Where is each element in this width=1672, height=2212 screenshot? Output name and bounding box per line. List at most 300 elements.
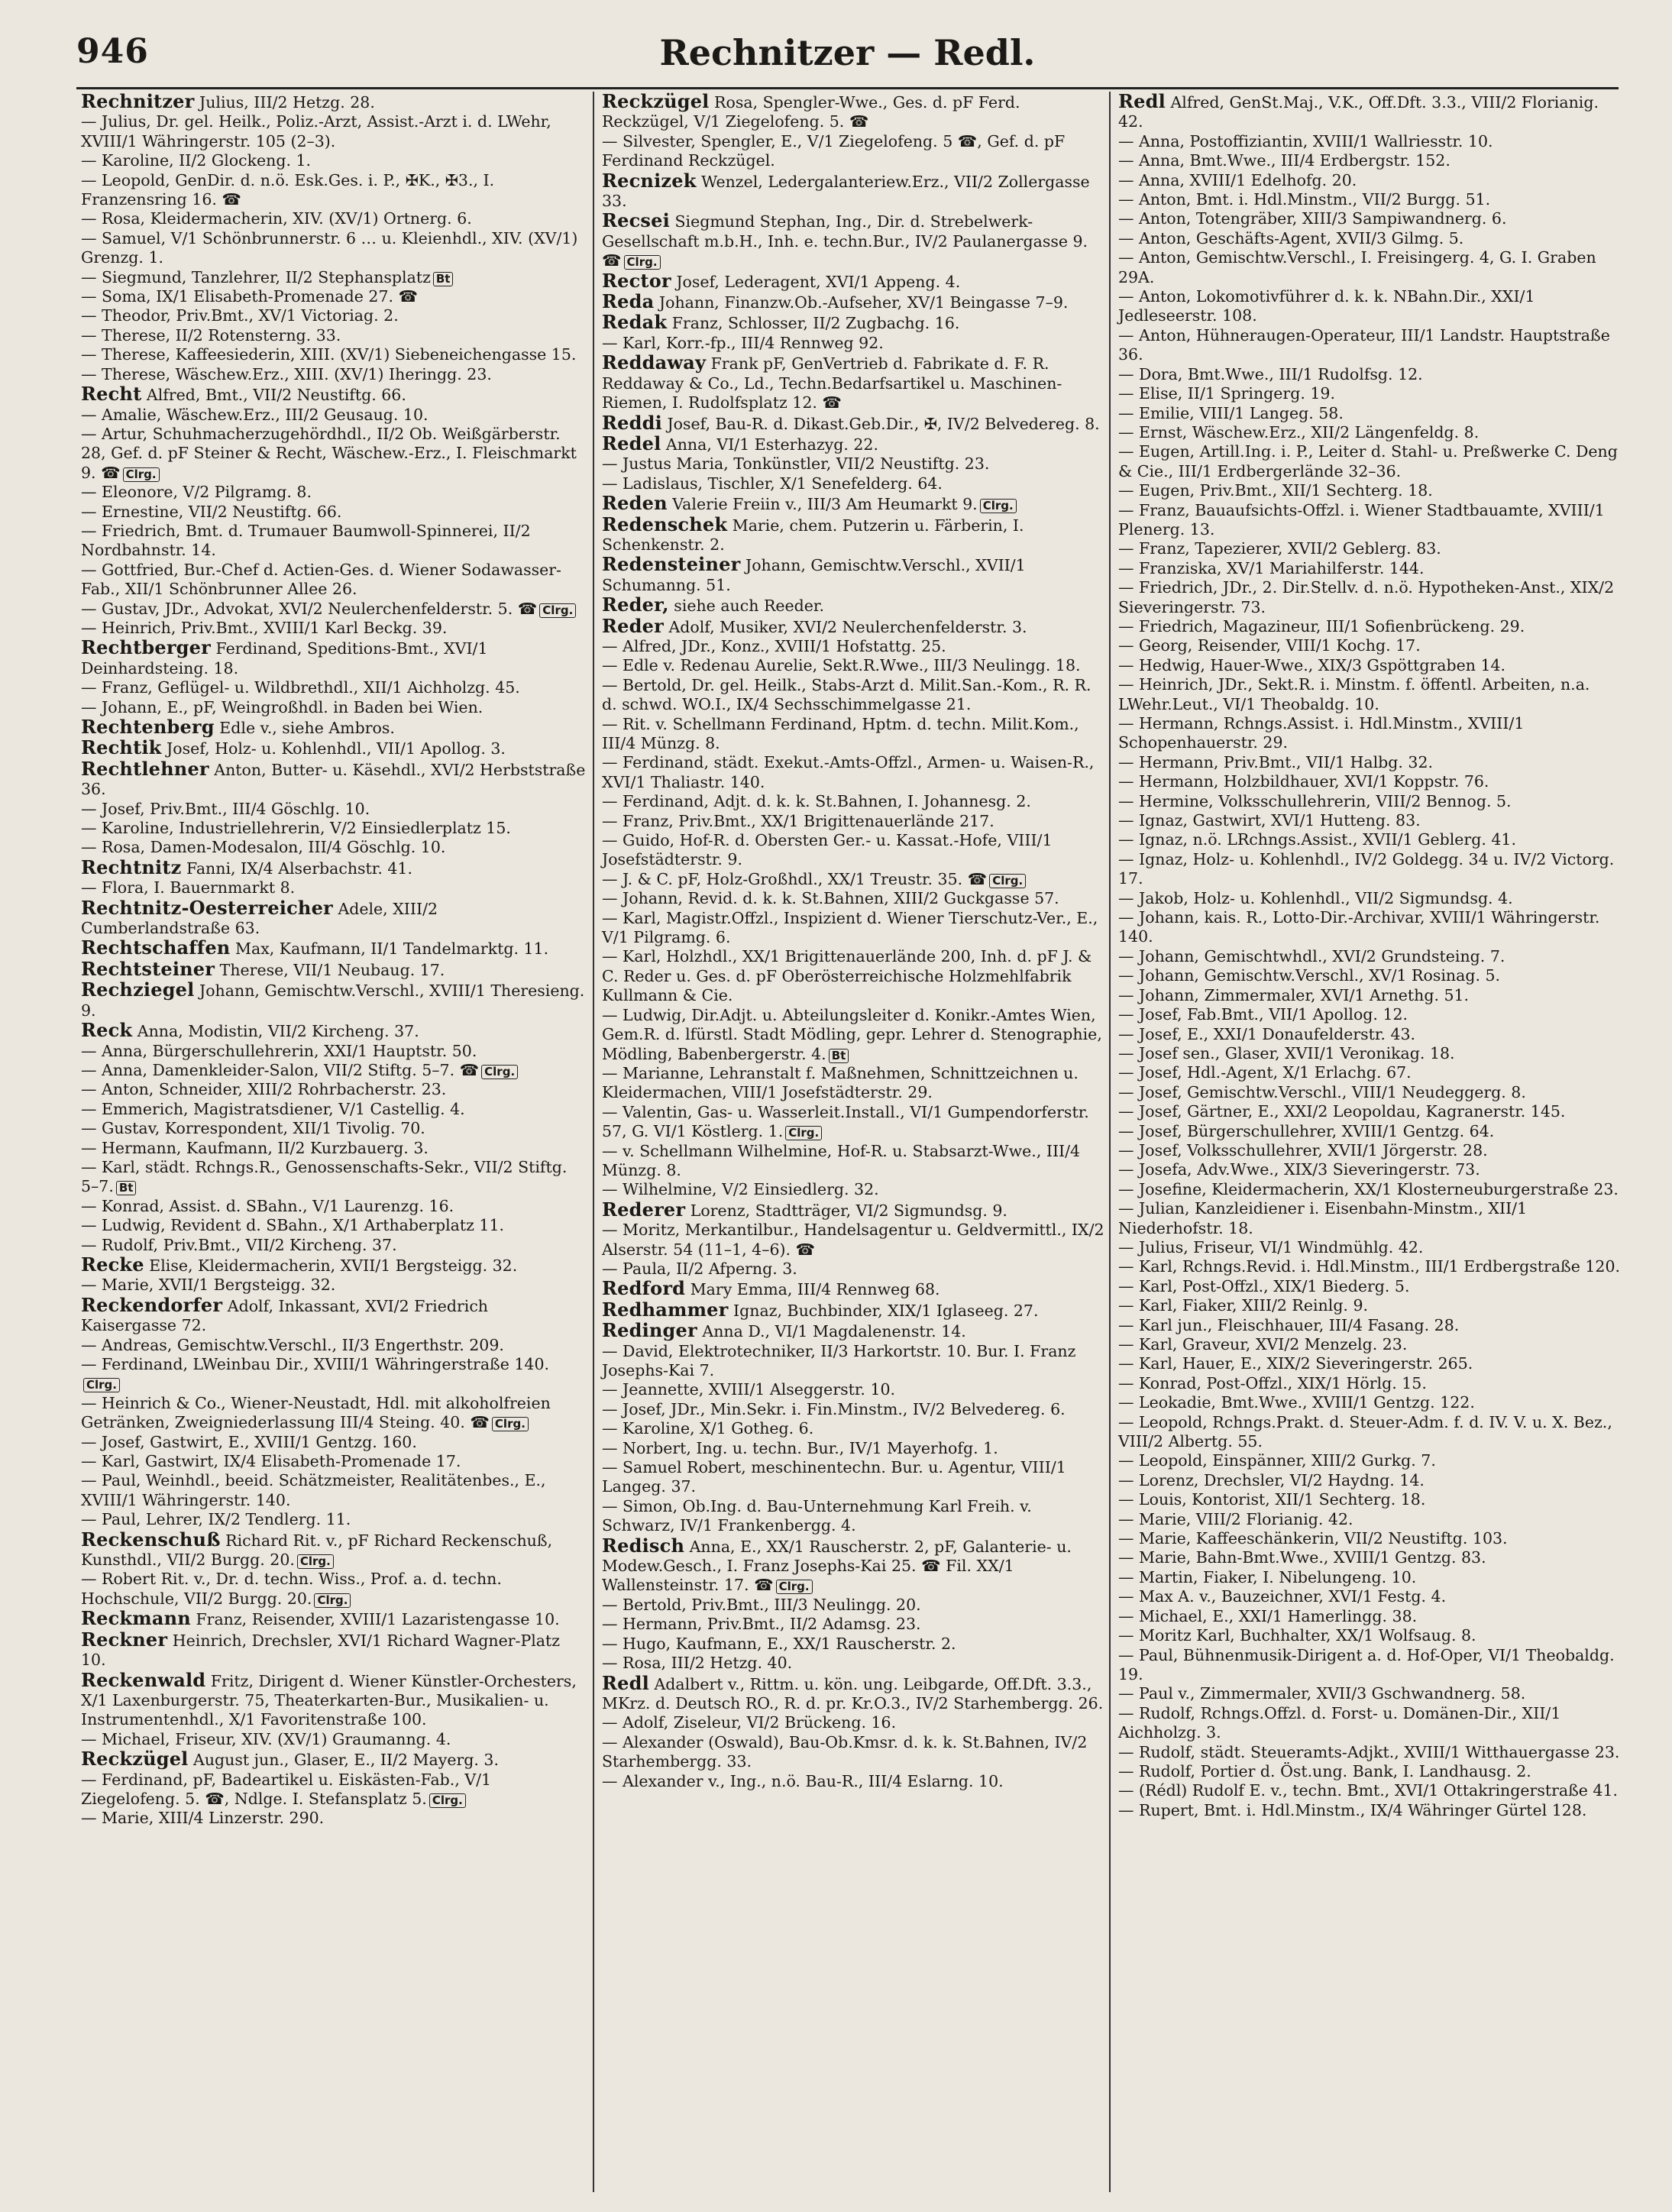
- entry-text: — David, Elektrotechniker, II/3 Harkortstr. 10. Bur. I. Franz Josephs-Kai 7.: [602, 1341, 1076, 1379]
- entry-text: Adele, XIII/2 Cumberlandstraße 63.: [81, 899, 438, 938]
- entry-text: — Hermann, Priv.Bmt., VII/1 Halbg. 32.: [1118, 752, 1434, 771]
- directory-entry: [1118, 171, 1621, 190]
- directory-entry: [602, 1321, 1104, 1341]
- directory-entry: [602, 637, 1104, 656]
- entry-surname: Rechziegel: [81, 978, 195, 1001]
- entry-text: — Wilhelmine, V/2 Einsiedlerg. 32.: [602, 1180, 879, 1199]
- directory-entry: [81, 1530, 588, 1570]
- entry-text: — Eugen, Priv.Bmt., XII/1 Sechterg. 18.: [1118, 481, 1433, 500]
- directory-entry: [1118, 1510, 1621, 1529]
- entry-text: — Anna, Damenkleider-Salon, VII/2 Stiftg. 5–7. ☎: [81, 1060, 480, 1079]
- entry-text: — Rudolf, Priv.Bmt., VII/2 Kircheng. 37.: [81, 1235, 397, 1254]
- directory-entry: [602, 334, 1104, 353]
- directory-entry: [602, 595, 1104, 616]
- entry-text: — Ernst, Wäschew.Erz., XII/2 Längenfeldg. 8.: [1118, 422, 1480, 441]
- column-left: [76, 92, 593, 2192]
- directory-entry: [1118, 1471, 1621, 1490]
- entry-surname: Reckzügel: [81, 1748, 189, 1771]
- directory-entry: [1118, 1529, 1621, 1548]
- directory-entry: [81, 1216, 588, 1235]
- directory-entry: [1118, 1626, 1621, 1645]
- entry-text: — Bertold, Priv.Bmt., III/3 Neulingg. 20.: [602, 1595, 921, 1614]
- entry-badge: Clrg.: [785, 1126, 822, 1140]
- directory-entry: [1118, 326, 1621, 365]
- entry-surname: Rechtsteiner: [81, 957, 215, 980]
- directory-entry: [602, 616, 1104, 637]
- entry-surname: Reckenwald: [81, 1668, 206, 1691]
- entry-surname: Reckenschuß: [81, 1528, 221, 1551]
- directory-entry: [81, 1255, 588, 1276]
- directory-entry: [602, 1772, 1104, 1791]
- entry-surname: Reden: [602, 492, 668, 515]
- directory-entry: [602, 1615, 1104, 1634]
- directory-entry: [602, 1419, 1104, 1438]
- entry-text: — Hedwig, Hauer-Wwe., XIX/3 Gspöttgraben 14.: [1118, 655, 1506, 674]
- entry-surname: Rederer: [602, 1198, 686, 1221]
- column-middle: [593, 92, 1109, 2192]
- entry-surname: Reda: [602, 290, 655, 313]
- directory-entry: [602, 1006, 1104, 1064]
- directory-entry: [1118, 1413, 1621, 1452]
- entry-text: — Rosa, Kleidermacherin, XIV. (XV/1) Ortnerg. 6.: [81, 209, 472, 228]
- entry-text: Julius, III/2 Hetzg. 28.: [199, 93, 375, 112]
- entry-badge: Clrg.: [123, 467, 160, 482]
- entry-text: — Bertold, Dr. gel. Heilk., Stabs-Arzt d. Milit.San.-Kom., R. R. d. schwd. WO.I., IX/4 Sechsschimmelgasse 21.: [602, 675, 1091, 714]
- directory-entry: [1118, 1102, 1621, 1121]
- entry-text: Heinrich, Drechsler, XVI/1 Richard Wagner-Platz 10.: [81, 1631, 561, 1670]
- entry-text: — Andreas, Gemischtw.Verschl., II/3 Engerthstr. 209.: [81, 1335, 504, 1354]
- entry-text: Josef, Holz- u. Kohlenhdl., VII/1 Apollog. 3.: [167, 739, 506, 758]
- directory-entry: [81, 898, 588, 939]
- entry-text: — Rudolf, Rchngs.Offzl. d. Forst- u. Domänen-Dir., XII/1 Aichholzg. 3.: [1118, 1703, 1561, 1742]
- entry-text: — Marie, XIII/4 Linzerstr. 290.: [81, 1809, 325, 1828]
- entry-text: — Josef, Fab.Bmt., VII/1 Apollog. 12.: [1118, 1005, 1408, 1024]
- entry-text: — Anna, Bürgerschullehrerin, XXI/1 Hauptstr. 50.: [81, 1041, 477, 1060]
- entry-surname: Redak: [602, 311, 668, 334]
- entry-text: siehe auch Reeder.: [674, 597, 824, 616]
- entry-text: — Georg, Reisender, VIII/1 Kochg. 17.: [1118, 636, 1421, 655]
- entry-surname: Reckner: [81, 1628, 168, 1651]
- entry-surname: Recsei: [602, 209, 670, 232]
- entry-text: — Anton, Lokomotivführer d. k. k. NBahn.Dir., XXI/1 Jedleseerstr. 108.: [1118, 287, 1535, 325]
- directory-entry: [81, 800, 588, 819]
- entry-text: — Johann, kais. R., Lotto-Dir.-Archivar, XVIII/1 Währingerstr. 140.: [1118, 908, 1600, 946]
- directory-entry: [81, 1295, 588, 1336]
- directory-entry: [1118, 714, 1621, 753]
- directory-entry: [1118, 1083, 1621, 1102]
- entry-text: — Ferdinand, städt. Exekut.-Amts-Offzl., Armen- u. Waisen-R., XVI/1 Thaliastr. 140.: [602, 753, 1095, 791]
- entry-text: Anna, E., XX/1 Rauscherstr. 2, pF, Galanterie- u. Modew.Gesch., I. Franz Josephs-Kai 25. ☎ Fil. XX/1 Wallensteinstr. 17. ☎: [602, 1537, 1072, 1595]
- directory-entry: [602, 1596, 1104, 1615]
- entry-text: — Anna, Bmt.Wwe., III/4 Erdbergstr. 152.: [1118, 151, 1450, 170]
- entry-text: — Anton, Gemischtw.Verschl., I. Freisingerg. 4, G. I. Graben 29A.: [1118, 248, 1596, 286]
- entry-text: — Gottfried, Bur.-Chef d. Actien-Ges. d. Wiener Sodawasser-Fab., XII/1 Schönbrunner Allee 26.: [81, 560, 561, 599]
- entry-badge: Clrg.: [624, 255, 661, 270]
- entry-text: — Johann, Gemischtwhdl., XVI/2 Grundsteing. 7.: [1118, 946, 1505, 965]
- directory-entry: [81, 345, 588, 364]
- directory-entry: [81, 1394, 588, 1433]
- directory-entry: [81, 306, 588, 325]
- page-number: 946: [76, 32, 149, 71]
- running-head: Rechnitzer — Redl.: [659, 32, 1036, 73]
- entry-surname: Reddaway: [602, 351, 707, 374]
- entry-text: Lorenz, Stadtträger, VI/2 Sigmundsg. 9.: [690, 1201, 1007, 1220]
- directory-entry: [1118, 151, 1621, 170]
- entry-surname: Recnizek: [602, 169, 697, 192]
- directory-entry: [81, 619, 588, 638]
- entry-surname: Reck: [81, 1019, 133, 1042]
- entry-text: — Josef, Gastwirt, E., XVIII/1 Gentzg. 160.: [81, 1432, 417, 1451]
- directory-entry: [602, 1200, 1104, 1221]
- entry-text: — Emilie, VIII/1 Langeg. 58.: [1118, 403, 1344, 422]
- entry-text: — Norbert, Ing. u. techn. Bur., IV/1 Mayerhofg. 1.: [602, 1438, 998, 1457]
- directory-entry: [81, 1630, 588, 1670]
- directory-entry: [81, 878, 588, 897]
- directory-entry: [602, 493, 1104, 514]
- entry-text: Ignaz, Buchbinder, XIX/1 Iglaseeg. 27.: [733, 1301, 1039, 1320]
- directory-entry: [81, 1276, 588, 1295]
- entry-text: — Alexander v., Ing., n.ö. Bau-R., III/4 Eslarng. 10.: [602, 1771, 1004, 1790]
- entry-text: — Heinrich, JDr., Sekt.R. i. Minstm. f. öffentl. Arbeiten, n.a. LWehr.Leut., VI/1 Theobaldg. 10.: [1118, 675, 1590, 713]
- entry-text: — Josef, Hdl.-Agent, X/1 Erlachg. 67.: [1118, 1063, 1412, 1082]
- directory-entry: [81, 326, 588, 345]
- entry-badge: Clrg.: [776, 1580, 813, 1594]
- entry-text: — Julius, Dr. gel. Heilk., Poliz.-Arzt, Assist.-Arzt i. d. LWehr, XVIII/1 Währingerstr. 105 (2–3).: [81, 112, 551, 150]
- directory-entry: [1118, 889, 1621, 908]
- entry-text: — Paul v., Zimmermaler, XVII/3 Gschwandnerg. 58.: [1118, 1684, 1526, 1703]
- entry-surname: Reckmann: [81, 1607, 191, 1630]
- directory-entry: [1118, 947, 1621, 966]
- entry-text: — Hermine, Volksschullehrerin, VIII/2 Bennog. 5.: [1118, 791, 1512, 810]
- directory-entry: [602, 676, 1104, 715]
- entry-badge: Clrg.: [314, 1593, 351, 1608]
- entry-text: — Josefa, Adv.Wwe., XIX/3 Sieveringerstr. 73.: [1118, 1160, 1480, 1179]
- entry-text: Anna D., VI/1 Magdalenenstr. 14.: [702, 1322, 966, 1341]
- entry-surname: Rechtnitz: [81, 855, 182, 878]
- directory-entry: [81, 1809, 588, 1828]
- entry-text: — Ladislaus, Tischler, X/1 Senefelderg. 64.: [602, 474, 943, 493]
- entry-surname: Redensteiner: [602, 553, 741, 576]
- directory-entry: [1118, 908, 1621, 947]
- directory-entry: [602, 1064, 1104, 1103]
- directory-entry: [602, 515, 1104, 555]
- entry-text: — Alfred, JDr., Konz., XVIII/1 Hofstattg. 25.: [602, 636, 946, 655]
- entry-text: — Rudolf, Portier d. Öst.ung. Bank, I. Landhausg. 2.: [1118, 1761, 1531, 1780]
- entry-badge: Clrg.: [429, 1793, 466, 1808]
- directory-entry: [81, 561, 588, 600]
- directory-entry: [81, 1771, 588, 1809]
- entry-text: Richard Rit. v., pF Richard Reckenschuß, Kunsthdl., VII/2 Burgg. 20.: [81, 1531, 553, 1570]
- entry-text: — Konrad, Post-Offzl., XIX/1 Hörlg. 15.: [1118, 1373, 1427, 1392]
- entry-text: — Julius, Friseur, VI/1 Windmühlg. 42.: [1118, 1237, 1424, 1256]
- entry-text: — Josef, E., XXI/1 Donaufelderstr. 43.: [1118, 1024, 1416, 1043]
- entry-text: — Martin, Fiaker, I. Nibelungeng. 10.: [1118, 1567, 1417, 1586]
- directory-entry: [1118, 1180, 1621, 1199]
- entry-text: — Marie, Bahn-Bmt.Wwe., XVIII/1 Gentzg. 83.: [1118, 1548, 1486, 1567]
- directory-entry: [81, 1158, 588, 1197]
- entry-text: Rosa, Spengler-Wwe., Ges. d. pF Ferd. Reckzügel, V/1 Ziegelofeng. 5. ☎: [602, 93, 1020, 131]
- entry-text: — Anna, XVIII/1 Edelhofg. 20.: [1118, 170, 1357, 189]
- directory-entry: [81, 1061, 588, 1080]
- directory-entry: [81, 738, 588, 758]
- entry-text: — Hermann, Priv.Bmt., II/2 Adamsg. 23.: [602, 1615, 921, 1634]
- entry-text: — Anton, Schneider, XIII/2 Rohrbacherstr. 23.: [81, 1080, 447, 1099]
- entry-text: — Karl, städt. Rchngs.R., Genossenschafts-Sekr., VII/2 Stiftg. 5–7.: [81, 1157, 568, 1196]
- directory-entry: [1118, 830, 1621, 849]
- entry-text: — Therese, II/2 Rotensterng. 33.: [81, 325, 341, 344]
- directory-entry: [1118, 986, 1621, 1005]
- entry-surname: Redenschek: [602, 513, 728, 535]
- entry-text: Mary Emma, III/4 Rennweg 68.: [690, 1280, 940, 1299]
- directory-entry: [602, 1439, 1104, 1458]
- entry-text: — Michael, Friseur, XIV. (XV/1) Graumanng. 4.: [81, 1729, 451, 1748]
- directory-entry: [1118, 1238, 1621, 1257]
- directory-entry: [602, 211, 1104, 270]
- entry-text: — Johann, E., pF, Weingroßhdl. in Baden bei Wien.: [81, 697, 483, 716]
- entry-text: — Gustav, Korrespondent, XII/1 Tivolig. 70.: [81, 1119, 425, 1138]
- directory-entry: [1118, 248, 1621, 287]
- entry-text: Edle v., siehe Ambros.: [219, 719, 395, 737]
- directory-entry: [1118, 1607, 1621, 1626]
- directory-entry: [81, 425, 588, 483]
- entry-text: — Jakob, Holz- u. Kohlenhdl., VII/2 Sigmundsg. 4.: [1118, 888, 1513, 907]
- entry-text: — Karl, Holzhdl., XX/1 Brigittenauerlände 200, Inh. d. pF J. & C. Reder u. Ges. d. pF Oberösterreichische Holzmehlfabrik Kullmann & Cie.: [602, 947, 1092, 1005]
- entry-text: — Ignaz, Holz- u. Kohlenhdl., IV/2 Goldegg. 34 u. IV/2 Victorg. 17.: [1118, 849, 1615, 888]
- directory-entry: [81, 112, 588, 151]
- entry-surname: Rechtnitz-Oesterreicher: [81, 896, 333, 919]
- entry-text: — Karl, Korr.-fp., III/4 Rennweg 92.: [602, 333, 884, 352]
- directory-entry: [602, 753, 1104, 792]
- directory-entry: [81, 1336, 588, 1355]
- directory-entry: [81, 522, 588, 561]
- entry-text: — Julian, Kanzleidiener i. Eisenbahn-Minstm., XII/1 Niederhofstr. 18.: [1118, 1199, 1528, 1237]
- entry-text: Anton, Butter- u. Käsehdl., XVI/2 Herbststraße 36.: [81, 760, 586, 799]
- entry-text: — Karl, Gastwirt, IX/4 Elisabeth-Promenade 17.: [81, 1452, 461, 1471]
- directory-entry: [81, 365, 588, 384]
- directory-entry: [81, 600, 588, 619]
- entry-text: Anna, VI/1 Esterhazyg. 22.: [665, 435, 878, 454]
- entry-text: — Valentin, Gas- u. Wasserleit.Install., VI/1 Gumpendorferstr. 57, G. VI/1 Köstlerg. 1.: [602, 1102, 1089, 1141]
- directory-entry: [1118, 811, 1621, 830]
- entry-text: — Josef, Gärtner, E., XXI/2 Leopoldau, Kagranerstr. 145.: [1118, 1102, 1566, 1121]
- entry-text: Franz, Reisender, XVIII/1 Lazaristengasse 10.: [196, 1610, 560, 1629]
- entry-text: — Ferdinand, pF, Badeartikel u. Eiskästen-Fab., V/1 Ziegelofeng. 5. ☎, Ndlge. I. Stefansplatz 5.: [81, 1770, 492, 1808]
- directory-entry: [602, 1342, 1104, 1381]
- entry-surname: Recke: [81, 1253, 144, 1276]
- entry-surname: Redl: [602, 1671, 649, 1694]
- directory-entry: [1118, 1160, 1621, 1179]
- directory-entry: [602, 271, 1104, 292]
- directory-entry: [602, 1458, 1104, 1497]
- entry-surname: Redisch: [602, 1534, 685, 1557]
- directory-entry: [1118, 1141, 1621, 1160]
- entry-text: — Flora, I. Bauernmarkt 8.: [81, 878, 296, 897]
- entry-badge: Clrg.: [980, 499, 1017, 513]
- entry-text: Adolf, Musiker, XVI/2 Neulerchenfelderstr. 3.: [668, 617, 1027, 636]
- directory-entry: [1118, 1684, 1621, 1703]
- entry-text: Elise, Kleidermacherin, XVII/1 Bergsteigg. 32.: [149, 1256, 518, 1275]
- entry-text: — Josef, Priv.Bmt., III/4 Göschlg. 10.: [81, 799, 370, 818]
- entry-text: Therese, VII/1 Neubaug. 17.: [219, 960, 445, 979]
- entry-text: — Hugo, Kaufmann, E., XX/1 Rauscherstr. 2.: [602, 1634, 956, 1653]
- directory-entry: [602, 1380, 1104, 1399]
- entry-text: — Karoline, X/1 Gotheg. 6.: [602, 1419, 814, 1438]
- entry-text: — Emmerich, Magistratsdiener, V/1 Castellig. 4.: [81, 1099, 465, 1118]
- entry-text: — Jeannette, XVIII/1 Alseggerstr. 10.: [602, 1380, 896, 1399]
- entry-text: Marie, chem. Putzerin u. Färberin, I. Schenkenstr. 2.: [602, 516, 1024, 554]
- directory-entry: [1118, 1646, 1621, 1685]
- directory-entry: [1118, 1316, 1621, 1335]
- entry-text: — Josef sen., Glaser, XVII/1 Veronikag. 18.: [1118, 1043, 1455, 1062]
- entry-text: — Josef, Bürgerschullehrer, XVIII/1 Gentzg. 64.: [1118, 1121, 1495, 1140]
- entry-text: — Josefine, Kleidermacherin, XX/1 Klosterneuburgerstraße 23.: [1118, 1179, 1619, 1198]
- entry-text: — Samuel, V/1 Schönbrunnerstr. 6 … u. Kleienhdl., XIV. (XV/1) Grenzg. 1.: [81, 228, 578, 267]
- entry-text: — Rosa, III/2 Hetzg. 40.: [602, 1654, 793, 1673]
- entry-badge: Clrg.: [492, 1417, 529, 1431]
- directory-entry: [81, 959, 588, 980]
- directory-entry: [1118, 1354, 1621, 1373]
- entry-text: — Karoline, II/2 Glockeng. 1.: [81, 151, 312, 170]
- directory-entry: [1118, 966, 1621, 985]
- directory-entry: [1118, 404, 1621, 423]
- entry-text: — Johann, Gemischtw.Verschl., XV/1 Rosinag. 5.: [1118, 966, 1501, 985]
- directory-entry: [1118, 229, 1621, 248]
- entry-text: — Hermann, Kaufmann, II/2 Kurzbauerg. 3.: [81, 1138, 429, 1157]
- entry-text: — Friedrich, Bmt. d. Trumauer Baumwoll-Spinnerei, II/2 Nordbahnstr. 14.: [81, 521, 531, 560]
- entry-surname: Reder: [602, 614, 664, 637]
- entry-text: — Hermann, Holzbildhauer, XVI/1 Koppstr. 76.: [1118, 772, 1489, 791]
- directory-entry: [1118, 753, 1621, 772]
- directory-entry: [81, 406, 588, 425]
- entry-text: — Paul, Bühnenmusik-Dirigent a. d. Hof-Oper, VI/1 Theobaldg. 19.: [1118, 1645, 1615, 1683]
- directory-entry: [602, 1635, 1104, 1654]
- entry-text: — Josef, Gemischtw.Verschl., VIII/1 Neudeggerg. 8.: [1118, 1082, 1526, 1101]
- directory-entry: [1118, 792, 1621, 811]
- directory-entry: [1118, 1335, 1621, 1354]
- entry-text: Anna, Modistin, VII/2 Kircheng. 37.: [137, 1022, 419, 1041]
- entry-text: Ferdinand, Speditions-Bmt., XVI/1 Deinhardsteing. 18.: [81, 639, 488, 678]
- directory-entry: [602, 812, 1104, 831]
- directory-entry: [1118, 92, 1621, 132]
- entry-text: — Paul, Lehrer, IX/2 Tendlerg. 11.: [81, 1510, 351, 1529]
- directory-entry: [1118, 772, 1621, 791]
- directory-entry: [81, 1609, 588, 1629]
- entry-text: — Johann, Revid. d. k. k. St.Bahnen, XIII/2 Guckgasse 57.: [602, 889, 1059, 908]
- directory-entry: [1118, 1257, 1621, 1276]
- directory-entry: [81, 92, 588, 112]
- directory-entry: [81, 1139, 588, 1158]
- directory-entry: [602, 92, 1104, 132]
- columns: [76, 92, 1627, 2192]
- directory-entry: [602, 870, 1104, 889]
- entry-text: — (Rédl) Rudolf E. v., techn. Bmt., XVI/1 Ottakringerstraße 41.: [1118, 1781, 1619, 1800]
- entry-text: — Friedrich, Magazineur, III/1 Sofienbrückeng. 29.: [1118, 616, 1525, 635]
- directory-entry: [602, 353, 1104, 412]
- entry-surname: Reckzügel: [602, 92, 710, 112]
- entry-text: Alfred, Bmt., VII/2 Neustiftg. 66.: [146, 386, 406, 405]
- entry-text: — Marie, Kaffeeschänkerin, VII/2 Neustiftg. 103.: [1118, 1529, 1508, 1548]
- directory-entry: [81, 980, 588, 1020]
- directory-entry: [602, 312, 1104, 333]
- entry-text: — Rosa, Damen-Modesalon, III/4 Göschlg. 10.: [81, 838, 446, 857]
- directory-entry: [1118, 578, 1621, 617]
- directory-entry: [1118, 1587, 1621, 1606]
- entry-surname: Redford: [602, 1277, 686, 1300]
- directory-entry: [81, 1020, 588, 1041]
- entry-text: — Adolf, Ziseleur, VI/2 Brückeng. 16.: [602, 1713, 897, 1732]
- entry-surname: Redhammer: [602, 1298, 729, 1321]
- directory-entry: [1118, 1548, 1621, 1567]
- directory-entry: [602, 1279, 1104, 1299]
- directory-entry: [81, 483, 588, 502]
- directory-entry: [81, 1042, 588, 1061]
- directory-entry: [602, 1713, 1104, 1732]
- entry-badge: Clrg.: [989, 874, 1026, 888]
- entry-text: — Ferdinand, LWeinbau Dir., XVIII/1 Währingerstraße 140.: [81, 1355, 550, 1373]
- entry-text: — Franziska, XV/1 Mariahilferstr. 144.: [1118, 558, 1425, 577]
- directory-entry: [602, 434, 1104, 454]
- directory-entry: [602, 1671, 1104, 1714]
- entry-text: — Karl, Rchngs.Revid. i. Hdl.Minstm., III/1 Erdbergstraße 120.: [1118, 1257, 1621, 1276]
- directory-entry: [1118, 423, 1621, 442]
- entry-text: — Karl, Hauer, E., XIX/2 Sieveringerstr. 265.: [1118, 1354, 1473, 1373]
- directory-entry: [602, 1536, 1104, 1596]
- directory-entry: [602, 474, 1104, 493]
- entry-text: — Hermann, Rchngs.Assist. i. Hdl.Minstm., XVIII/1 Schopenhauerstr. 29.: [1118, 714, 1525, 752]
- entry-text: — Franz, Bauaufsichts-Offzl. i. Wiener Stadtbauamte, XVIII/1 Plenerg. 13.: [1118, 500, 1605, 538]
- directory-entry: [602, 1180, 1104, 1199]
- entry-text: — Franz, Priv.Bmt., XX/1 Brigittenauerlände 217.: [602, 811, 994, 830]
- entry-text: — Heinrich & Co., Wiener-Neustadt, Hdl. mit alkoholfreien Getränken, Zweigniederlassung III/4 Steing. 40. ☎: [81, 1393, 551, 1432]
- entry-text: — Paula, II/2 Afperng. 3.: [602, 1259, 797, 1278]
- directory-entry: [1118, 1762, 1621, 1781]
- entry-text: — Elise, II/1 Springerg. 19.: [1118, 384, 1335, 403]
- directory-entry: [1118, 1781, 1621, 1800]
- entry-text: — Ferdinand, Adjt. d. k. k. St.Bahnen, I. Johannesg. 2.: [602, 792, 1031, 811]
- entry-text: — Anton, Totengräber, XIII/3 Sampiwandnerg. 6.: [1118, 209, 1507, 228]
- directory-entry: [1118, 675, 1621, 714]
- directory-entry: [602, 171, 1104, 212]
- directory-entry: [81, 1471, 588, 1510]
- directory-entry: [1118, 1122, 1621, 1141]
- entry-text: — Karl, Post-Offzl., XIX/1 Biederg. 5.: [1118, 1276, 1410, 1295]
- entry-badge: Clrg.: [297, 1554, 334, 1569]
- directory-entry: [1118, 617, 1621, 636]
- header-rule: [76, 87, 1619, 89]
- directory-entry: [602, 889, 1104, 908]
- directory-entry: [602, 1103, 1104, 1142]
- directory-entry: [81, 1749, 588, 1770]
- entry-text: — Franz, Geflügel- u. Wildbrethdl., XII/1 Aichholzg. 45.: [81, 678, 520, 697]
- directory-entry: [1118, 1277, 1621, 1296]
- directory-entry: [81, 171, 588, 210]
- entry-text: Siegmund Stephan, Ing., Dir. d. Strebelwerk-Gesellschaft m.b.H., Inh. e. techn.Bur., IV/2 Paulanergasse 9. ☎: [602, 212, 1088, 270]
- entry-surname: Rector: [602, 269, 671, 292]
- entry-text: — Alexander (Oswald), Bau-Ob.Kmsr. d. k. k. St.Bahnen, IV/2 Starhembergg. 33.: [602, 1732, 1088, 1771]
- entry-text: — Karl, Graveur, XVI/2 Menzelg. 23.: [1118, 1335, 1408, 1353]
- directory-entry: [602, 1654, 1104, 1673]
- directory-entry: [602, 909, 1104, 948]
- entry-text: — Leopold, GenDir. d. n.ö. Esk.Ges. i. P., ✠K., ✠3., I. Franzensring 16. ☎: [81, 170, 495, 209]
- entry-text: — Johann, Zimmermaler, XVI/1 Arnethg. 51.: [1118, 985, 1470, 1004]
- directory-entry: [81, 1452, 588, 1471]
- entry-badge: Bt: [829, 1049, 849, 1063]
- entry-surname: Rechnitzer: [81, 92, 195, 112]
- directory-entry: [602, 656, 1104, 675]
- entry-text: — Josef, JDr., Min.Sekr. i. Fin.Minstm., IV/2 Belvedereg. 6.: [602, 1399, 1066, 1418]
- entry-text: — v. Schellmann Wilhelmine, Hof-R. u. Stabsarzt-Wwe., III/4 Münzg. 8.: [602, 1141, 1081, 1179]
- entry-text: Franz, Schlosser, II/2 Zugbachg. 16.: [671, 314, 960, 333]
